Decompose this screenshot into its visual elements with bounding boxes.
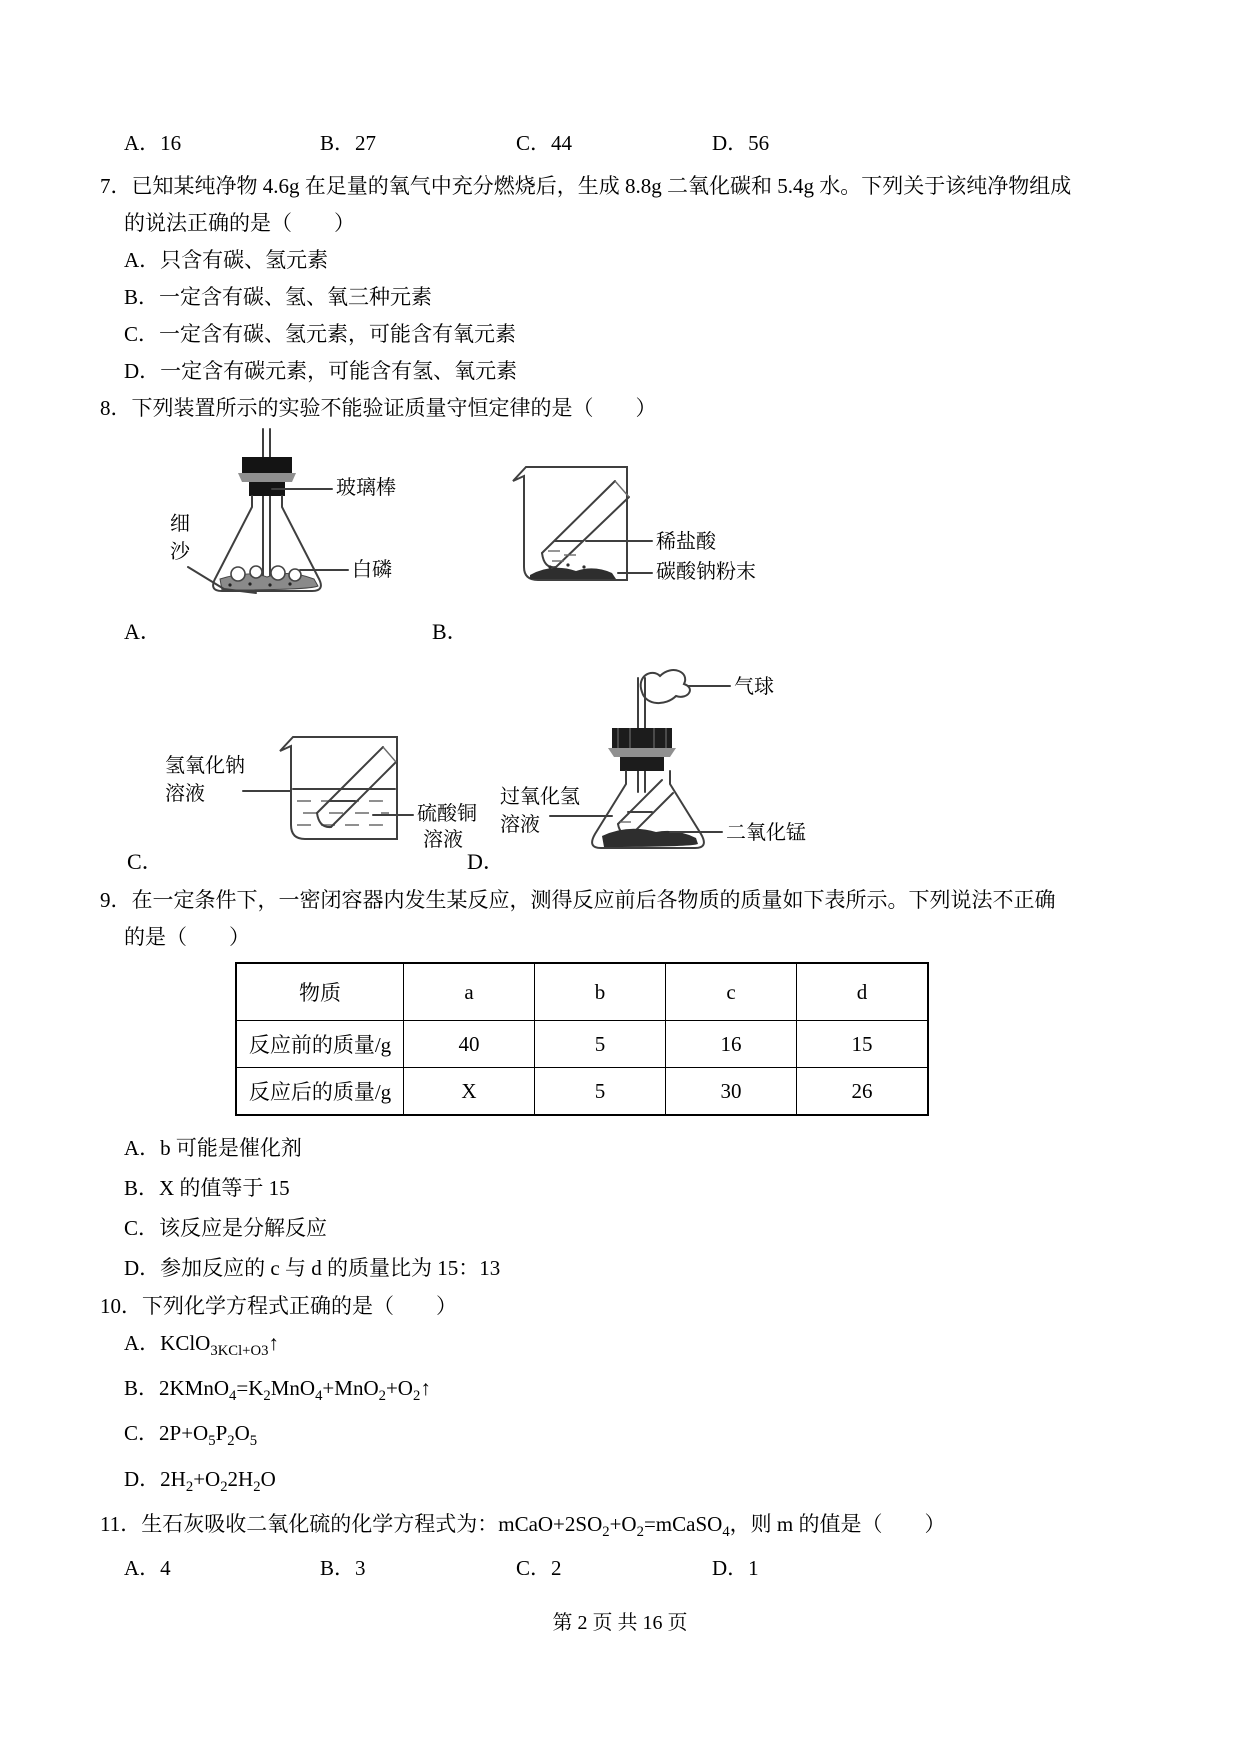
table-header-cell: c [666,963,797,1021]
chemical-equation: $mCaO+2SO_2+O_2=mCaSO_4$ [498,1511,730,1540]
table-cell: 30 [666,1068,797,1116]
question-9-options [100,1128,1152,1288]
table-header-cell: 物质 [236,963,404,1021]
option-label: C． [124,1421,160,1446]
option-item: B．3 [320,1555,366,1580]
label-fine-sand: 细 [170,513,190,535]
q9-option-b: B．X 的值等于 15 [124,1176,290,1200]
table-cell: X [404,1068,535,1116]
option-item: B．27 [320,131,377,155]
table-cell: 5 [535,1021,666,1068]
option-item: D．56 [712,131,770,155]
label-naoh-solution: 氢氧化钠 [165,755,245,777]
q10-option-a [124,1325,1152,1370]
option-item: A．4 [124,1555,171,1580]
q9-option-d: D．参加反应的 c 与 d 的质量比为 15：13 [124,1256,501,1280]
option-item: D．1 [712,1555,759,1580]
option-item: C．2 [516,1555,562,1580]
label-fine-sand: 沙 [170,541,190,563]
q10-option-c [124,1415,1152,1460]
diagram-letter-c: C． [127,849,164,874]
q9-option-a: A．b 可能是催化剂 [124,1136,302,1160]
diagram-letter-a: A． [124,619,162,644]
flask-glassrod-diagram [160,427,425,617]
option-label: B． [124,1376,160,1401]
table-cell: 26 [797,1068,929,1116]
question-7-stem-line2: 的说法正确的是（ ） [124,211,355,235]
label-cuso4-solution: 溶液 [423,829,463,851]
chemical-equation: $2P+O_5P_2O_5$ [159,1421,258,1450]
chemical-equation: $2H_2+O_22H_2O$ [160,1466,276,1495]
q7-option-c: C．一定含有碳、氢元素，可能含有氧元素 [124,322,517,346]
question-11-options-row [124,1551,1152,1585]
label-glass-rod: 玻璃棒 [336,477,396,499]
question-8-diagrams [100,427,1152,882]
prev-question-options-row [124,126,1152,160]
mass-table [235,962,929,1116]
stem-text: ，则 m 的值是（ ） [729,1511,946,1536]
option-item: A．16 [124,131,182,155]
table-header-cell: b [535,963,666,1021]
page-footer: 第 2 页 共 16 页 [552,1612,688,1634]
stem-text: 11．生石灰吸收二氧化硫的化学方程式为： [100,1511,499,1536]
chemical-equation: KClO$_{3KCl+O3}$↑ [160,1331,279,1360]
option-label: D． [124,1466,161,1491]
apparatus-b-group [480,455,780,595]
table-header-row [236,963,928,1021]
label-balloon: 气球 [734,676,774,698]
diagram-letter-b: B． [432,619,469,644]
q7-option-a: A．只含有碳、氢元素 [124,248,329,272]
label-h2o2-solution: 溶液 [500,814,540,836]
option-item: C．44 [516,131,573,155]
table-header-cell: a [404,963,535,1021]
q10-option-d [124,1461,1152,1506]
chemical-equation: $2KMnO_4=K_2MnO_4+MnO_2+O_2↑$ [159,1376,431,1405]
question-9-stem-line2: 的是（ ） [124,925,250,949]
table-cell: 15 [797,1021,929,1068]
table-row [236,1068,928,1116]
table-cell: 40 [404,1021,535,1068]
question-7-stem-line1: 7．已知某纯净物 4.6g 在足量的氧气中充分燃烧后，生成 8.8g 二氧化碳和 5.4g 水。下列关于该纯净物组成 [100,174,1072,198]
label-naoh-solution: 溶液 [165,783,205,805]
label-dilute-hcl: 稀盐酸 [656,531,716,553]
question-11-stem [100,1506,1152,1551]
apparatus-d-group [500,662,810,862]
question-10-stem: 10．下列化学方程式正确的是（ ） [100,1294,457,1318]
table-cell: 16 [666,1021,797,1068]
table-cell: 反应前的质量/g [236,1021,404,1068]
table-cell: 反应后的质量/g [236,1068,404,1116]
label-cuso4-solution: 硫酸铜 [417,803,477,825]
question-9-stem-line1: 9．在一定条件下，一密闭容器内发生某反应，测得反应前后各物质的质量如下表所示。下列说法不正确 [100,888,1056,912]
table-row [236,1021,928,1068]
option-label: A． [124,1331,161,1355]
q9-option-c: C．该反应是分解反应 [124,1216,328,1240]
table-cell: 5 [535,1068,666,1116]
q10-option-b [124,1370,1152,1415]
label-h2o2-solution: 过氧化氢 [500,786,580,808]
label-mno2: 二氧化锰 [726,822,806,844]
table-header-cell: d [797,963,929,1021]
apparatus-c-group [165,727,485,857]
q7-option-d: D．一定含有碳元素，可能含有氢、氧元素 [124,359,518,383]
apparatus-a-group [160,427,425,617]
label-sodium-carbonate-powder: 碳酸钠粉末 [656,561,756,583]
q7-option-b: B．一定含有碳、氢、氧三种元素 [124,285,433,309]
question-8-stem: 8．下列装置所示的实验不能验证质量守恒定律的是（ ） [100,396,657,420]
label-white-phosphorus: 白磷 [352,559,392,581]
diagram-letter-d: D． [467,849,505,874]
